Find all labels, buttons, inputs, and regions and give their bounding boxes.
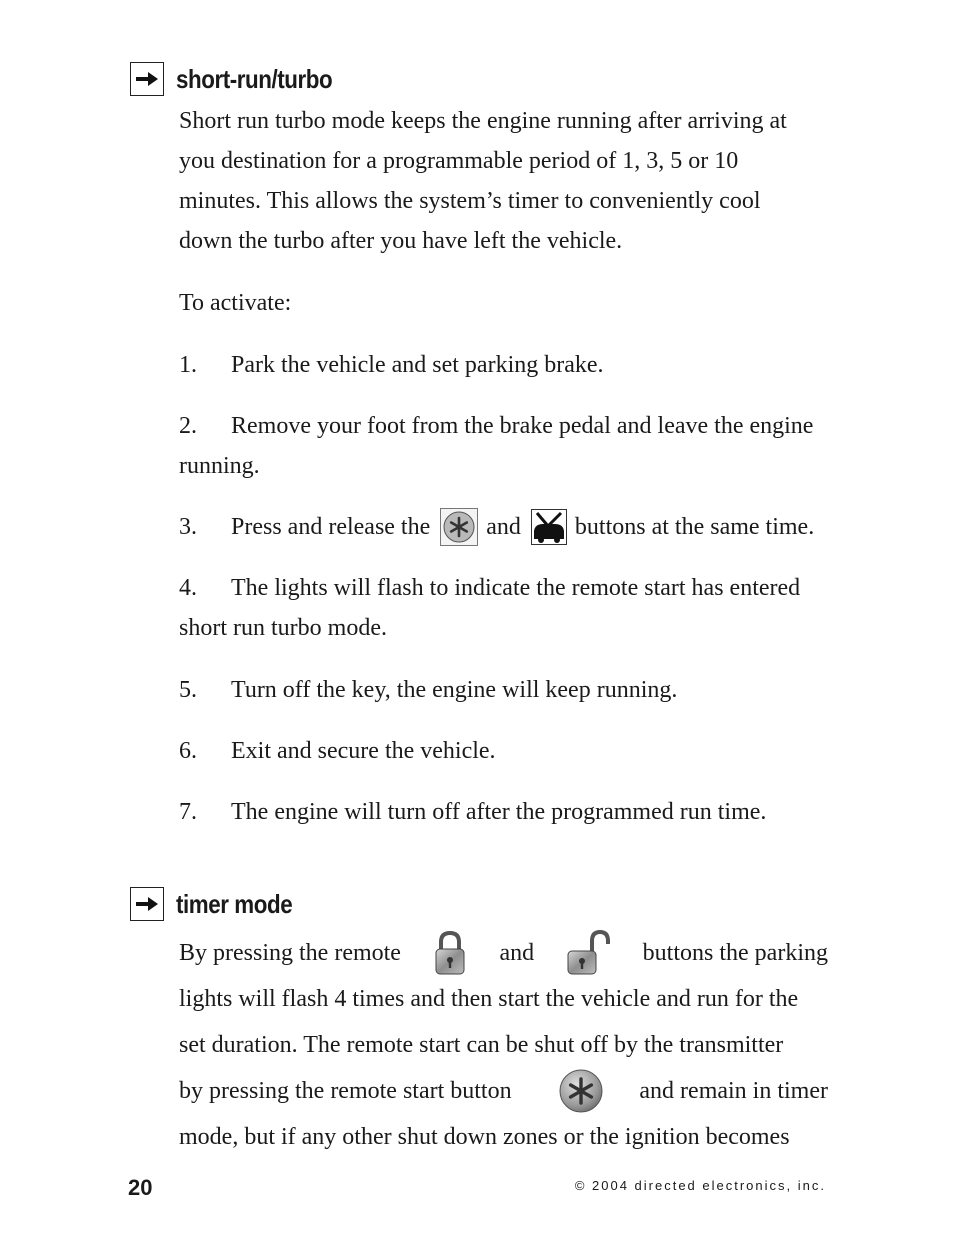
step-text: The engine will turn off after the programmed run time. xyxy=(231,799,767,825)
lock-icon xyxy=(432,930,468,976)
step-text: Remove your foot from the brake pedal and leave the engine xyxy=(231,412,814,439)
step-number: 5. xyxy=(179,677,197,703)
step-text: Press and release the xyxy=(231,514,431,540)
timer-mode-paragraph xyxy=(179,930,828,1160)
step-text: The lights will flash to indicate the remote start has entered xyxy=(231,574,801,601)
intro-line: you destination for a programmable period of 1, 3, 5 or 10 xyxy=(179,147,739,174)
step-1 xyxy=(179,345,604,385)
step-6 xyxy=(179,731,496,771)
remote-start-star-icon xyxy=(440,508,478,546)
section-heading-short-run-turbo xyxy=(130,62,358,96)
step-3 xyxy=(179,507,828,547)
intro-paragraph xyxy=(179,101,828,261)
section-title: short-run/turbo xyxy=(176,63,333,94)
step-text: Turn off the key, the engine will keep running. xyxy=(231,677,678,703)
step-number: 3. xyxy=(179,514,197,540)
paragraph-text: and remain in timer xyxy=(639,1077,828,1104)
paragraph-text: By pressing the remote xyxy=(179,939,401,966)
intro-line: Short run turbo mode keeps the engine running after arriving at xyxy=(179,107,787,134)
step-number: 7. xyxy=(179,799,197,825)
step-text: short run turbo mode. xyxy=(179,614,387,641)
step-number: 2. xyxy=(179,412,197,439)
step-text: and xyxy=(486,514,521,540)
step-text: Park the vehicle and set parking brake. xyxy=(231,352,604,378)
copyright-footer: © 2004 directed electronics, inc. xyxy=(574,1178,826,1193)
intro-line: minutes. This allows the system’s timer to conveniently cool xyxy=(179,187,761,214)
step-7 xyxy=(179,792,766,832)
to-activate-label: To activate: xyxy=(179,290,292,316)
paragraph-text: buttons the parking xyxy=(642,939,828,966)
intro-line: down the turbo after you have left the vehicle. xyxy=(179,227,623,254)
unlock-icon xyxy=(565,930,611,976)
arrow-right-icon xyxy=(130,887,164,921)
paragraph-text: by pressing the remote start button xyxy=(179,1077,512,1104)
step-2 xyxy=(179,406,828,486)
step-text: buttons at the same time. xyxy=(574,514,815,540)
step-text: running. xyxy=(179,452,260,479)
step-number: 4. xyxy=(179,574,197,601)
section-title: timer mode xyxy=(176,888,293,919)
remote-start-star-icon xyxy=(558,1068,604,1114)
step-5 xyxy=(179,670,677,710)
paragraph-text: mode, but if any other shut down zones or the ignition becomes xyxy=(179,1123,790,1150)
step-number: 1. xyxy=(179,352,197,378)
arrow-right-icon xyxy=(130,62,164,96)
paragraph-text: set duration. The remote start can be shut off by the transmitter xyxy=(179,1031,784,1058)
paragraph-text: and xyxy=(499,939,535,966)
section-heading-timer-mode xyxy=(130,887,311,921)
step-text: Exit and secure the vehicle. xyxy=(231,738,496,764)
step-4 xyxy=(179,568,828,648)
trunk-car-icon xyxy=(531,509,567,545)
paragraph-text: lights will flash 4 times and then start the vehicle and run for the xyxy=(179,985,799,1012)
page-number: 20 xyxy=(128,1175,153,1200)
step-number: 6. xyxy=(179,738,197,764)
